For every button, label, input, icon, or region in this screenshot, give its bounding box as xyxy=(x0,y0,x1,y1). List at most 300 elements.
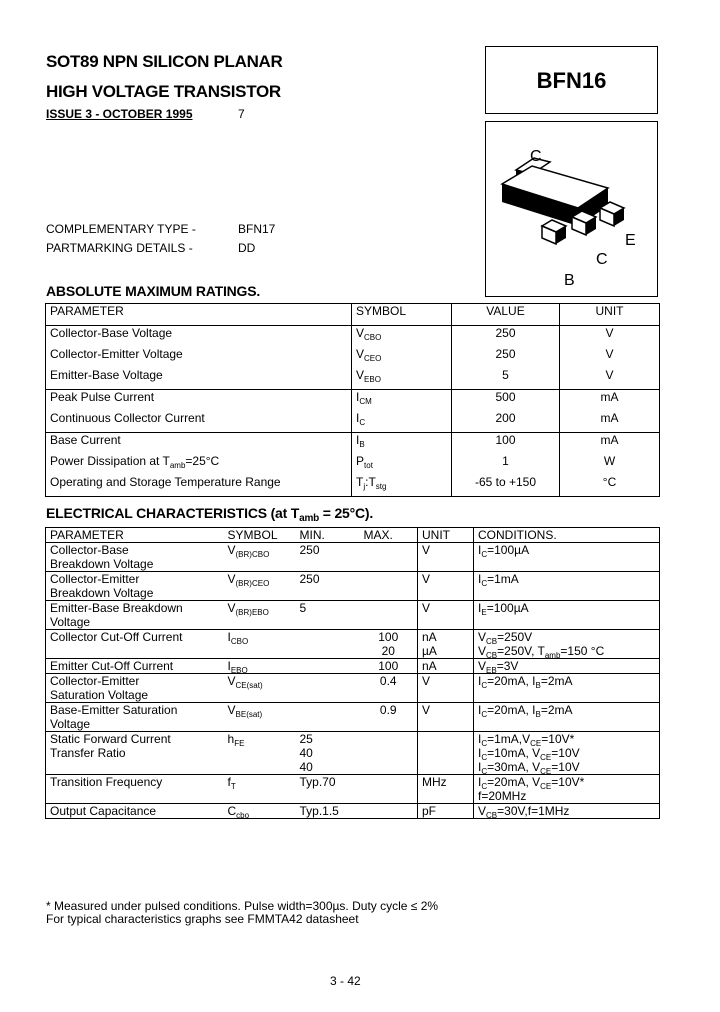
symbol-text: =3V xyxy=(496,659,519,673)
footnote-graphs: For typical characteristics graphs see FMMTA42 datasheet xyxy=(46,912,359,926)
symbol-text: =20mA, I xyxy=(487,703,536,717)
max-value: 20 xyxy=(381,644,395,658)
symbol-subscript: (BR)CBO xyxy=(235,550,270,559)
part-number: BFN16 xyxy=(536,68,607,93)
table-row xyxy=(46,411,660,433)
table-row xyxy=(46,659,660,674)
symbol-cell xyxy=(224,659,296,674)
max-cell xyxy=(360,703,418,732)
symbol-subscript: C xyxy=(481,550,488,559)
value-cell: 200 xyxy=(452,411,560,433)
symbol-subscript: EBO xyxy=(364,375,381,384)
symbol-text: =20mA, I xyxy=(487,674,536,688)
max-cell xyxy=(360,659,418,674)
max-value: 0.4 xyxy=(379,674,397,688)
symbol-cell xyxy=(352,454,452,475)
parameter-cell xyxy=(46,659,224,674)
symbol-cell xyxy=(352,411,452,433)
unit-cell xyxy=(418,601,474,630)
symbol-text: =2mA xyxy=(540,703,573,717)
issue-date: ISSUE 3 - OCTOBER 1995 xyxy=(46,107,193,121)
page-number: 3 - 42 xyxy=(330,974,361,988)
symbol-text: =150 °C xyxy=(560,644,605,658)
unit-cell: mA xyxy=(560,390,660,412)
min-value: 250 xyxy=(299,543,320,557)
symbol-cell xyxy=(352,326,452,348)
unit-cell: mA xyxy=(560,433,660,455)
symbol-subscript: stg xyxy=(375,482,387,491)
condition-line xyxy=(478,732,655,746)
min-cell xyxy=(296,543,360,572)
conditions-cell xyxy=(474,732,660,775)
symbol-text: I xyxy=(356,390,360,404)
condition-line xyxy=(478,775,655,789)
table-row xyxy=(46,674,660,703)
value-cell: 250 xyxy=(452,326,560,348)
parameter-cell xyxy=(46,703,224,732)
conditions-cell xyxy=(474,630,660,659)
ec-heading-sub: amb xyxy=(299,513,320,524)
symbol-text: I xyxy=(478,760,482,774)
unit-cell: V xyxy=(560,347,660,368)
condition-line xyxy=(478,543,655,557)
symbol-text: f xyxy=(227,775,231,789)
unit-value: µA xyxy=(422,644,437,658)
symbol-subscript: (BR)CEO xyxy=(235,579,270,588)
header-conditions: CONDITIONS. xyxy=(474,528,660,543)
table-row xyxy=(46,390,660,412)
table-row xyxy=(46,368,660,390)
table-row xyxy=(46,703,660,732)
symbol-text: Operating and Storage Temperature Range xyxy=(50,475,281,489)
table-row xyxy=(46,543,660,572)
symbol-text: V xyxy=(356,326,365,340)
conditions-cell xyxy=(474,659,660,674)
parameter-cell xyxy=(46,674,224,703)
symbol-text: Collector-Emitter Voltage xyxy=(50,347,183,361)
parameter-line: Collector Cut-Off Current xyxy=(50,630,183,644)
symbol-text: Emitter-Base Voltage xyxy=(50,368,163,382)
unit-value: V xyxy=(422,703,431,717)
conditions-cell xyxy=(474,572,660,601)
symbol-text: I xyxy=(356,433,360,447)
symbol-subscript: T xyxy=(230,782,236,791)
symbol-cell xyxy=(224,572,296,601)
pin-label-e: E xyxy=(625,232,636,249)
condition-line xyxy=(478,789,655,803)
symbol-text: T xyxy=(356,475,364,489)
complementary-type-value: BFN17 xyxy=(238,222,276,236)
condition-line xyxy=(478,746,655,760)
table-row xyxy=(46,475,660,497)
symbol-text: I xyxy=(478,601,482,615)
unit-value: MHz xyxy=(422,775,447,789)
unit-cell xyxy=(418,703,474,732)
title-line-1: SOT89 NPN SILICON PLANAR xyxy=(46,52,283,71)
symbol-text: P xyxy=(356,454,365,468)
pin-label-c: C xyxy=(596,251,608,268)
ec-heading-text: ELECTRICAL CHARACTERISTICS (at T xyxy=(46,505,300,521)
table-header-row xyxy=(46,528,660,543)
max-cell xyxy=(360,732,418,775)
min-cell xyxy=(296,674,360,703)
unit-cell xyxy=(418,630,474,659)
symbol-text: V xyxy=(478,804,487,818)
symbol-cell xyxy=(224,543,296,572)
symbol-text: C xyxy=(227,804,237,818)
unit-cell xyxy=(418,659,474,674)
symbol-text: =10V xyxy=(551,746,580,760)
symbol-text: I xyxy=(478,543,482,557)
partmarking-label: PARTMARKING DETAILS - xyxy=(46,241,193,255)
partmarking-value: DD xyxy=(238,241,256,255)
min-cell xyxy=(296,775,360,804)
symbol-text: :T xyxy=(365,475,376,489)
symbol-text: =25°C xyxy=(185,454,220,468)
symbol-text: I xyxy=(356,411,360,425)
parameter-cell xyxy=(46,804,224,819)
parameter-cell xyxy=(46,326,352,348)
symbol-text: V xyxy=(356,368,365,382)
ec-heading-tail: = 25°C). xyxy=(319,505,374,521)
symbol-cell xyxy=(352,390,452,412)
symbol-subscript: CE xyxy=(530,739,542,748)
symbol-text: =10V* xyxy=(541,732,575,746)
value-cell: 250 xyxy=(452,347,560,368)
unit-cell: V xyxy=(560,326,660,348)
symbol-cell xyxy=(224,804,296,819)
max-cell xyxy=(360,804,418,819)
unit-cell xyxy=(418,775,474,804)
min-value: Typ.70 xyxy=(299,775,336,789)
header-min: MIN. xyxy=(296,528,360,543)
symbol-cell xyxy=(352,368,452,390)
pin-label-b: B xyxy=(564,272,575,289)
parameter-cell xyxy=(46,390,352,412)
parameter-line: Breakdown Voltage xyxy=(50,586,154,600)
parameter-cell xyxy=(46,368,352,390)
symbol-text: I xyxy=(227,659,231,673)
unit-cell: mA xyxy=(560,411,660,433)
symbol-text: I xyxy=(478,674,482,688)
symbol-cell xyxy=(352,475,452,497)
header-value: VALUE xyxy=(452,304,560,326)
unit-cell xyxy=(418,804,474,819)
table-row xyxy=(46,326,660,348)
symbol-subscript: CB xyxy=(486,637,498,646)
conditions-cell xyxy=(474,775,660,804)
symbol-subscript: CM xyxy=(359,397,372,406)
parameter-cell xyxy=(46,572,224,601)
sot89-package-icon xyxy=(486,122,657,296)
parameter-line: Collector-Emitter xyxy=(50,572,140,586)
unit-cell xyxy=(418,572,474,601)
symbol-text: =30V,f=1MHz xyxy=(497,804,570,818)
unit-value: nA xyxy=(422,659,437,673)
table-row xyxy=(46,454,660,475)
symbol-text: I xyxy=(478,775,482,789)
table-header-row xyxy=(46,304,660,326)
min-cell xyxy=(296,804,360,819)
parameter-line: Transition Frequency xyxy=(50,775,163,789)
footnote-pulsed: * Measured under pulsed conditions. Pulse width=300µs. Duty cycle ≤ 2% xyxy=(46,899,439,913)
unit-value: pF xyxy=(422,804,437,818)
parameter-line: Voltage xyxy=(50,615,91,629)
table-row xyxy=(46,732,660,775)
parameter-cell xyxy=(46,775,224,804)
symbol-text: I xyxy=(478,703,482,717)
parameter-line: Transfer Ratio xyxy=(50,746,126,760)
symbol-cell xyxy=(224,775,296,804)
title-line-2: HIGH VOLTAGE TRANSISTOR xyxy=(46,82,281,101)
symbol-subscript: tot xyxy=(364,461,373,470)
parameter-line: Breakdown Voltage xyxy=(50,557,154,571)
part-number-box xyxy=(485,46,658,114)
unit-cell xyxy=(418,732,474,775)
parameter-line: Static Forward Current xyxy=(50,732,171,746)
conditions-cell xyxy=(474,804,660,819)
issue-mark: 7 xyxy=(238,107,245,121)
max-cell xyxy=(360,572,418,601)
condition-line xyxy=(478,659,655,673)
symbol-subscript: CE(sat) xyxy=(235,681,263,690)
value-cell: 1 xyxy=(452,454,560,475)
max-value: 100 xyxy=(378,659,399,673)
unit-value: V xyxy=(422,543,431,557)
symbol-subscript: C xyxy=(359,418,366,427)
parameter-cell xyxy=(46,411,352,433)
parameter-cell xyxy=(46,601,224,630)
parameter-cell xyxy=(46,454,352,475)
symbol-text: f=20MHz xyxy=(478,789,527,803)
symbol-subscript: BE(sat) xyxy=(235,710,263,719)
unit-cell: °C xyxy=(560,475,660,497)
symbol-subscript: C xyxy=(481,753,488,762)
symbol-subscript: C xyxy=(481,782,488,791)
min-cell xyxy=(296,659,360,674)
header-unit: UNIT xyxy=(560,304,660,326)
min-cell xyxy=(296,601,360,630)
symbol-text: =100µA xyxy=(486,601,529,615)
table-row xyxy=(46,347,660,368)
parameter-cell xyxy=(46,475,352,497)
symbol-text: I xyxy=(478,746,482,760)
symbol-text: =10V* xyxy=(551,775,585,789)
symbol-subscript: EBO xyxy=(230,666,248,675)
condition-line xyxy=(478,630,655,644)
symbol-subscript: E xyxy=(481,608,487,617)
min-cell xyxy=(296,703,360,732)
parameter-cell xyxy=(46,732,224,775)
symbol-text: =250V, T xyxy=(497,644,545,658)
symbol-subscript: j xyxy=(363,482,366,491)
condition-line xyxy=(478,644,655,658)
symbol-text: V xyxy=(478,630,487,644)
symbol-cell xyxy=(224,674,296,703)
symbol-subscript: CB xyxy=(486,651,498,660)
amr-heading: ABSOLUTE MAXIMUM RATINGS. xyxy=(46,283,261,299)
symbol-text: I xyxy=(478,572,482,586)
symbol-text: Peak Pulse Current xyxy=(50,390,155,404)
unit-value: nA xyxy=(422,630,437,644)
symbol-subscript: CE xyxy=(540,782,552,791)
absolute-maximum-ratings-table xyxy=(45,303,660,497)
unit-cell: W xyxy=(560,454,660,475)
symbol-text: =30mA, V xyxy=(487,760,541,774)
min-value: 40 xyxy=(299,746,313,760)
parameter-line: Saturation Voltage xyxy=(50,688,149,702)
min-cell xyxy=(296,630,360,659)
symbol-subscript: EB xyxy=(486,666,497,675)
header-parameter: PARAMETER xyxy=(46,528,224,543)
symbol-subscript: C xyxy=(481,739,488,748)
package-diagram xyxy=(485,121,658,297)
symbol-text: =1mA xyxy=(487,572,519,586)
symbol-text: h xyxy=(227,732,235,746)
parameter-line: Emitter-Base Breakdown xyxy=(50,601,183,615)
symbol-subscript: C xyxy=(481,579,488,588)
min-value: Typ.1.5 xyxy=(299,804,339,818)
table-row xyxy=(46,630,660,659)
symbol-text: V xyxy=(478,659,487,673)
symbol-text: Continuous Collector Current xyxy=(50,411,205,425)
symbol-subscript: CB xyxy=(486,811,498,820)
condition-line xyxy=(478,703,655,717)
max-cell xyxy=(360,775,418,804)
symbol-text: V xyxy=(478,644,487,658)
symbol-text: Base Current xyxy=(50,433,121,447)
conditions-cell xyxy=(474,543,660,572)
header-max: MAX. xyxy=(360,528,418,543)
value-cell: -65 to +150 xyxy=(452,475,560,497)
parameter-line: Emitter Cut-Off Current xyxy=(50,659,174,673)
min-value: 25 xyxy=(299,732,313,746)
min-cell xyxy=(296,732,360,775)
symbol-text: =100µA xyxy=(487,543,530,557)
symbol-text: I xyxy=(227,630,231,644)
min-cell xyxy=(296,572,360,601)
unit-value: V xyxy=(422,601,431,615)
symbol-cell xyxy=(224,703,296,732)
symbol-subscript: CBO xyxy=(364,333,382,342)
conditions-cell xyxy=(474,674,660,703)
symbol-text: =250V xyxy=(497,630,533,644)
symbol-text: V xyxy=(356,347,365,361)
parameter-line: Base-Emitter Saturation xyxy=(50,703,178,717)
symbol-text: =1mA,V xyxy=(487,732,531,746)
symbol-text: =20mA, V xyxy=(487,775,541,789)
symbol-subscript: B xyxy=(535,710,541,719)
parameter-cell xyxy=(46,630,224,659)
parameter-line: Collector-Emitter xyxy=(50,674,140,688)
max-cell xyxy=(360,601,418,630)
value-cell: 500 xyxy=(452,390,560,412)
symbol-subscript: amb xyxy=(169,461,186,470)
symbol-text: V xyxy=(227,543,236,557)
value-cell: 5 xyxy=(452,368,560,390)
symbol-subscript: FE xyxy=(234,739,245,748)
conditions-cell xyxy=(474,601,660,630)
symbol-cell xyxy=(224,630,296,659)
condition-line xyxy=(478,572,655,586)
symbol-subscript: cbo xyxy=(236,811,250,820)
symbol-subscript: CE xyxy=(540,767,552,776)
parameter-cell xyxy=(46,543,224,572)
unit-cell: V xyxy=(560,368,660,390)
parameter-cell xyxy=(46,347,352,368)
symbol-subscript: B xyxy=(359,440,365,449)
parameter-line: Collector-Base xyxy=(50,543,129,557)
symbol-text: =10V xyxy=(551,760,580,774)
min-value: 40 xyxy=(299,760,313,774)
unit-value: V xyxy=(422,674,431,688)
max-cell xyxy=(360,630,418,659)
max-cell xyxy=(360,674,418,703)
parameter-cell xyxy=(46,433,352,455)
max-value: 0.9 xyxy=(379,703,397,717)
symbol-subscript: CE xyxy=(540,753,552,762)
symbol-subscript: amb xyxy=(544,651,561,660)
condition-line xyxy=(478,601,655,615)
symbol-text: V xyxy=(227,674,236,688)
table-row xyxy=(46,601,660,630)
unit-cell xyxy=(418,674,474,703)
condition-line xyxy=(478,804,655,818)
symbol-text: Power Dissipation at T xyxy=(50,454,170,468)
pin-label-c-top: C xyxy=(530,148,542,165)
header-symbol: SYMBOL xyxy=(224,528,296,543)
symbol-subscript: CEO xyxy=(364,354,382,363)
max-cell xyxy=(360,543,418,572)
max-value: 100 xyxy=(378,630,399,644)
symbol-cell xyxy=(224,601,296,630)
table-row xyxy=(46,804,660,819)
value-cell: 100 xyxy=(452,433,560,455)
complementary-type-label: COMPLEMENTARY TYPE - xyxy=(46,222,196,236)
symbol-text: V xyxy=(227,572,236,586)
symbol-text: =10mA, V xyxy=(487,746,541,760)
min-value: 250 xyxy=(299,572,320,586)
header-unit: UNIT xyxy=(418,528,474,543)
header-parameter: PARAMETER xyxy=(46,304,352,326)
symbol-cell xyxy=(352,347,452,368)
electrical-characteristics-table xyxy=(45,527,660,819)
symbol-text: I xyxy=(478,732,482,746)
symbol-cell xyxy=(352,433,452,455)
min-value: 5 xyxy=(299,601,307,615)
table-row xyxy=(46,433,660,455)
ec-heading xyxy=(46,505,374,524)
symbol-subscript: (BR)EBO xyxy=(235,608,269,617)
symbol-subscript: C xyxy=(481,710,488,719)
symbol-subscript: B xyxy=(535,681,541,690)
parameter-line: Output Capacitance xyxy=(50,804,157,818)
unit-cell xyxy=(418,543,474,572)
symbol-text: =2mA xyxy=(540,674,573,688)
symbol-text: V xyxy=(227,601,236,615)
condition-line xyxy=(478,760,655,774)
conditions-cell xyxy=(474,703,660,732)
header-symbol: SYMBOL xyxy=(352,304,452,326)
condition-line xyxy=(478,674,655,688)
symbol-subscript: C xyxy=(481,681,488,690)
table-row xyxy=(46,775,660,804)
table-row xyxy=(46,572,660,601)
symbol-cell xyxy=(224,732,296,775)
parameter-line: Voltage xyxy=(50,717,91,731)
symbol-subscript: C xyxy=(481,767,488,776)
symbol-text: Collector-Base Voltage xyxy=(50,326,173,340)
